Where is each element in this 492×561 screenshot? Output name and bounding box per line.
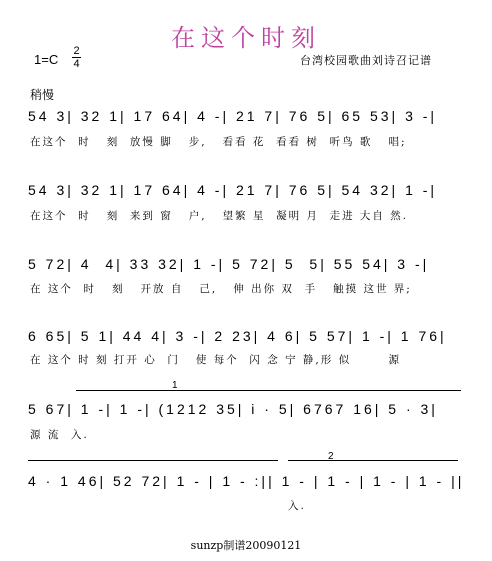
lyrics-line-4: 在 这个 时 刻 打开 心 门 使 每个 闪 念 宁 静,形 似 源 [30,354,401,366]
lyrics-line-3: 在 这个 时 刻 开放 自 己, 伸 出你 双 手 触摸 这世 界; [30,283,412,295]
notation-system-3: 5 72| 4 4| 33 32| 1 -| 5 72| 5 5| 55 54| 3 -| [28,256,430,272]
notation-system-4: 6 65| 5 1| 44 4| 3 -| 2 23| 4 6| 5 57| 1 -| 1 76| [28,328,447,344]
volta-2-number: 2 [328,451,334,462]
tempo-marking: 稍慢 [30,88,55,102]
volta-1-bracket [76,390,461,391]
notation-system-1: 54 3| 32 1| 17 64| 4 -| 21 7| 76 5| 65 53| 3 -| [28,108,438,124]
notation-system-5: 5 67| 1 -| 1 -| (1212 35| i · 5| 6767 16| 5 · 3| [28,401,438,417]
notation-system-6: 4 · 1 46| 52 72| 1 - | 1 - :|| 1 - | 1 - | 1 - | 1 - || [28,473,465,489]
volta-2-bracket [288,460,458,461]
transcriber-footer: sunzp制谱20090121 [190,539,302,552]
volta-1-number: 1 [172,380,178,391]
key-signature: 1=C [34,52,59,67]
notation-system-2: 54 3| 32 1| 17 64| 4 -| 21 7| 76 5| 54 32| 1 -| [28,182,438,198]
time-signature [72,46,81,69]
time-signature-bottom: 4 [73,58,80,70]
lyrics-line-2: 在这个 时 刻 来到 窗 户, 望繁 星 凝明 月 走进 大自 然. [30,210,409,222]
credit-line: 台湾校园歌曲刘诗召记谱 [300,54,432,67]
song-title: 在这个时刻 [171,24,321,52]
lyrics-line-6: 入. [288,500,306,512]
lyrics-line-5: 源 流 入. [30,429,89,441]
lyrics-line-1: 在这个 时 刻 放慢 脚 步, 看看 花 看看 树 听鸟 歌 唱; [30,136,407,148]
system-6-upper-rule [28,460,278,461]
time-signature-top: 2 [73,45,80,57]
